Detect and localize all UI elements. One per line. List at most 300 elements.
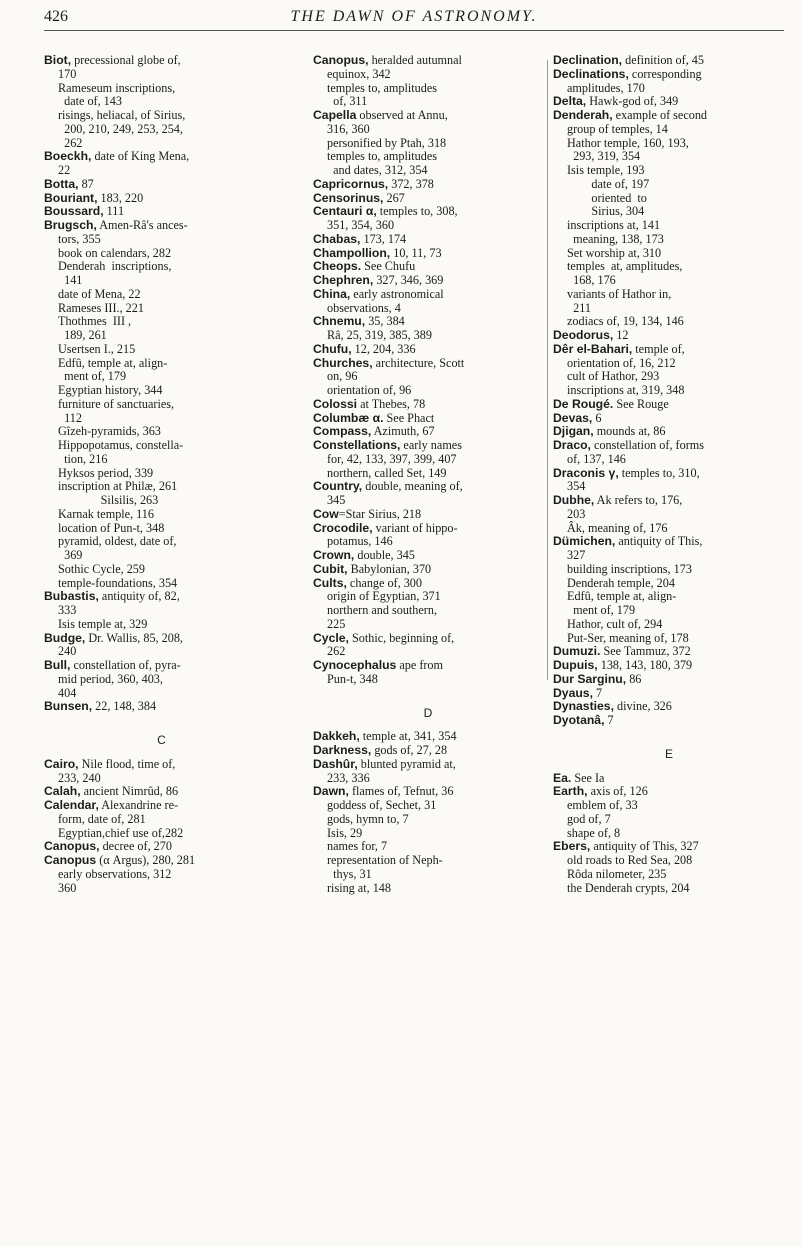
entry-headword: Dur Sarginu, [553, 671, 627, 686]
subentry-line: 189, 261 [58, 328, 107, 342]
index-entry [313, 439, 543, 480]
entry-text: temples to, 308, [376, 204, 458, 219]
entry-text: mounds at, 86 [593, 424, 666, 439]
entry-headword: Country, [313, 479, 363, 494]
subentry-line: Isis temple at, 329 [58, 616, 148, 631]
entry-headword: Draco, [553, 438, 591, 452]
entry-text: See Phact [383, 410, 435, 425]
index-subentry [553, 522, 785, 536]
entry-continuation: the Denderah crypts, 204 [567, 880, 690, 895]
subentry-line: Karnak temple, 116 [58, 506, 154, 521]
entry-text: Ak refers to, 176, [594, 493, 683, 507]
entry-continuation: 327 [567, 548, 586, 562]
index-entry [553, 700, 785, 714]
index-subentry [44, 480, 279, 494]
entry-headword: Calendar, [44, 798, 99, 812]
entry-headword: Dakkeh, [313, 729, 360, 744]
entry-continuation: 345 [327, 493, 346, 507]
subentry-line: temple-foundations, 354 [58, 575, 178, 590]
entry-continuation: 333 [58, 603, 77, 617]
entry-text: temple of, [632, 341, 685, 356]
index-subentry [553, 233, 785, 247]
subentry-line: 141 [58, 273, 83, 287]
subentry-line: Edfû, temple at, align- [567, 589, 677, 604]
entry-headword: Dawn, [313, 784, 349, 799]
index-subentry [313, 137, 543, 151]
subentry-line: inscriptions at, 141 [567, 218, 661, 232]
entry-continuation: shape of, 8 [567, 825, 621, 840]
index-entry [313, 178, 543, 192]
index-entry [553, 840, 785, 895]
entry-headword: Draconis γ, [553, 465, 619, 480]
entry-text: ape from [396, 658, 444, 672]
index-entry [313, 205, 543, 233]
entry-headword: Devas, [553, 410, 593, 425]
entry-continuation: northern, called Set, 149 [327, 465, 447, 480]
subentry-line: inscription at Philæ, 261 [58, 479, 178, 494]
subentry-line: 369 [58, 548, 83, 562]
subentry-line: tion, 216 [58, 451, 108, 466]
index-entry [44, 785, 279, 799]
entry-text: 372, 378 [388, 176, 434, 191]
index-entry [553, 687, 785, 701]
entry-continuation: form, date of, 281 [58, 811, 146, 826]
entry-continuation: rising at, 148 [327, 880, 391, 895]
index-subentry [44, 357, 279, 385]
index-subentry [44, 439, 279, 467]
entry-headword: Dupuis, [553, 658, 598, 672]
index-entry [44, 219, 279, 247]
index-entry [313, 480, 543, 508]
index-subentry [553, 590, 785, 618]
entry-continuation: 203 [567, 506, 586, 521]
index-entry [313, 54, 543, 82]
index-entry [553, 714, 785, 728]
entry-continuation: emblem of, 33 [567, 798, 638, 812]
subentry-line: and dates, 312, 354 [327, 163, 428, 177]
entry-continuation: inscriptions at, 319, 348 [567, 383, 685, 397]
entry-continuation: 351, 354, 360 [327, 218, 395, 232]
index-entry [313, 357, 543, 385]
entry-headword: Boussard, [44, 204, 104, 219]
entry-continuation: 170 [58, 66, 77, 81]
index-entry [313, 109, 543, 137]
entry-text: Sothic, beginning of, [348, 630, 455, 645]
entry-text: at Thebes, 78 [357, 396, 426, 411]
entry-headword: Canopus, [313, 53, 369, 67]
index-subentry [313, 82, 543, 110]
index-entry [44, 758, 279, 786]
index-entry [313, 412, 543, 426]
entry-headword: Centauri α, [313, 204, 377, 219]
entry-text: flames of, Tefnut, 36 [348, 784, 454, 799]
entry-headword: Declination, [553, 53, 623, 67]
entry-headword: Dyaus, [553, 685, 593, 700]
entry-continuation: names for, 7 [327, 839, 388, 854]
entry-continuation: thys, 31 [327, 866, 372, 881]
index-subentry [44, 494, 279, 508]
entry-text: 86 [626, 671, 642, 686]
subentry-line: Edfû, temple at, align- [58, 355, 168, 370]
subentry-line: of, 311 [327, 94, 368, 109]
entry-headword: De Rougé. [553, 396, 614, 411]
index-entry [313, 730, 543, 744]
entry-headword: Bubastis, [44, 589, 99, 604]
index-subentry [44, 260, 279, 288]
subentry-line: Denderah inscriptions, [58, 259, 172, 274]
entry-text: precessional globe of, [71, 53, 181, 67]
entry-continuation: Râ, 25, 319, 385, 389 [327, 328, 432, 342]
entry-continuation: 404 [58, 685, 77, 700]
entry-headword: Declinations, [553, 66, 629, 81]
entry-headword: Ea. [553, 770, 572, 785]
entry-headword: Budge, [44, 630, 86, 645]
entry-text: Alexandrine re- [98, 798, 179, 812]
entry-text: variant of hippo- [372, 520, 458, 535]
index-entry [313, 192, 543, 206]
index-entry [44, 178, 279, 192]
index-subentry [553, 577, 785, 591]
index-entry [313, 744, 543, 758]
index-entry [313, 659, 543, 687]
entry-text: corresponding [628, 66, 702, 81]
index-entry [313, 315, 543, 343]
subentry-line: date of, 143 [58, 94, 122, 109]
entry-continuation: group of temples, 14 [567, 121, 668, 136]
entry-continuation: early observations, 312 [58, 866, 172, 881]
entry-text: 10, 11, 73 [390, 245, 442, 260]
index-entry [313, 233, 543, 247]
entry-continuation: 233, 240 [58, 770, 101, 785]
index-column-1 [44, 54, 279, 895]
entry-headword: Cheops. [313, 259, 362, 274]
subentry-line: personified by Ptah, 318 [327, 135, 447, 150]
entry-headword: Capella [313, 108, 357, 122]
index-entry [44, 192, 279, 206]
entry-continuation: old roads to Red Sea, 208 [567, 853, 693, 867]
index-entry [553, 54, 785, 68]
entry-continuation: origin of Egyptian, 371 [327, 589, 441, 604]
index-subentry [44, 827, 279, 841]
entry-headword: Calah, [44, 784, 81, 799]
entry-text: 183, 220 [97, 190, 144, 205]
index-entry [553, 398, 785, 412]
index-subentry [553, 192, 785, 220]
index-subentry [44, 343, 279, 357]
index-entry [313, 549, 543, 563]
entry-continuation: 240 [58, 644, 77, 659]
index-entry [313, 508, 543, 522]
entry-continuation: amplitudes, 170 [567, 80, 645, 95]
entry-text: Azimuth, 67 [371, 424, 435, 439]
index-entry [44, 205, 279, 219]
index-entry [553, 785, 785, 840]
entry-headword: Bouriant, [44, 190, 98, 205]
entry-continuation: 316, 360 [327, 121, 370, 136]
index-subentry [44, 384, 279, 398]
index-entry [553, 343, 785, 398]
subentry-line: 200, 210, 249, 253, 254, [58, 121, 183, 136]
subentry-line: temples at, amplitudes, [567, 259, 683, 274]
entry-text: Amen-Râ's ances- [96, 218, 188, 232]
entry-continuation: for, 42, 133, 397, 399, 407 [327, 451, 457, 466]
index-entry [553, 673, 785, 687]
entry-continuation: observations, 4 [327, 300, 401, 315]
entry-text: 138, 143, 180, 379 [597, 658, 693, 672]
entry-headword: Cubit, [313, 561, 348, 576]
index-entry [313, 260, 543, 274]
index-entry [313, 288, 543, 316]
entry-headword: Cow [313, 506, 339, 521]
index-subentry [44, 522, 279, 536]
index-subentry [553, 247, 785, 261]
index-entry [313, 632, 543, 660]
index-subentry [553, 563, 785, 577]
entry-headword: Earth, [553, 784, 588, 799]
entry-headword: Chabas, [313, 231, 361, 246]
column-divider [547, 60, 548, 680]
entry-continuation: Pun-t, 348 [327, 671, 378, 686]
subentry-line: meaning, 138, 173 [567, 231, 664, 246]
index-entry [313, 758, 543, 786]
entry-text: =Star Sirius, 218 [338, 506, 422, 521]
index-column-3 [553, 54, 785, 895]
entry-headword: Cairo, [44, 756, 79, 771]
entry-headword: Crocodile, [313, 520, 373, 535]
subentry-line: Set worship at, 310 [567, 245, 662, 260]
entry-continuation: goddess of, Sechet, 31 [327, 798, 437, 812]
entry-text: 7 [604, 713, 614, 727]
subentry-line: risings, heliacal, of Sirius, [58, 108, 186, 122]
entry-text: temples to, 310, [618, 465, 700, 480]
entry-text: Babylonian, 370 [347, 561, 432, 576]
subentry-line: Put-Ser, meaning of, 178 [567, 630, 689, 645]
entry-continuation: 233, 336 [327, 770, 370, 785]
entry-continuation: cult of Hathor, 293 [567, 369, 660, 384]
entry-continuation: Isis, 29 [327, 825, 363, 840]
page-number: 426 [44, 8, 68, 25]
entry-headword: Cycle, [313, 630, 349, 645]
entry-continuation: 354 [567, 479, 586, 494]
index-entry [44, 659, 279, 700]
index-subentry [44, 425, 279, 439]
entry-continuation: representation of Neph- [327, 853, 443, 867]
entry-text: See Ia [571, 770, 605, 785]
index-entry [44, 854, 279, 895]
entry-continuation: 262 [327, 644, 346, 659]
entry-text: early astronomical [350, 286, 444, 301]
index-entry [553, 772, 785, 786]
subentry-line: 262 [58, 135, 83, 150]
index-entry [313, 398, 543, 412]
subentry-line: Denderah temple, 204 [567, 575, 675, 590]
entry-text: 327, 346, 369 [373, 273, 444, 287]
entry-headword: Canopus [44, 853, 97, 867]
entry-headword: Chnemu, [313, 314, 366, 329]
subentry-line: Rameseum inscriptions, [58, 80, 176, 95]
running-title: THE DAWN OF ASTRONOMY. [290, 8, 538, 25]
index-entry [553, 659, 785, 673]
index-subentry [44, 288, 279, 302]
index-subentry [313, 384, 543, 398]
entry-text: 35, 384 [365, 314, 405, 329]
index-entry [313, 577, 543, 632]
entry-text: temple at, 341, 354 [359, 729, 457, 744]
index-subentry [44, 467, 279, 481]
subentry-line: book on calendars, 282 [58, 245, 172, 260]
index-subentry [44, 508, 279, 522]
index-entry [553, 467, 785, 495]
entry-text: Hawk-god of, 349 [586, 94, 679, 109]
index-subentry [553, 260, 785, 288]
entry-headword: Dashûr, [313, 756, 358, 771]
entry-headword: Columbæ α. [313, 410, 384, 425]
index-entry [553, 95, 785, 109]
entry-headword: Delta, [553, 94, 587, 109]
entry-headword: Dümichen, [553, 534, 616, 549]
entry-text: axis of, 126 [587, 784, 648, 799]
entry-text: 87 [78, 176, 94, 191]
entry-text: date of King Mena, [91, 149, 190, 164]
index-subentry [553, 178, 785, 192]
index-entry [44, 632, 279, 660]
entry-text: double, meaning of, [362, 479, 463, 494]
entry-text: decree of, 270 [99, 839, 172, 854]
subentry-line: pyramid, oldest, date of, [58, 534, 177, 549]
subentry-line: Hippopotamus, constella- [58, 438, 184, 452]
index-subentry [44, 535, 279, 563]
index-entry [44, 150, 279, 178]
subentry-line: Rameses III., 221 [58, 300, 144, 315]
subentry-line: date of, 197 [567, 176, 650, 191]
index-entry [44, 799, 279, 827]
index-entry [313, 343, 543, 357]
index-entry [553, 439, 785, 467]
entry-text: ancient Nimrûd, 86 [80, 784, 179, 799]
section-letter: E [664, 746, 673, 761]
entry-headword: Colossi [313, 396, 358, 411]
entry-headword: Deodorus, [553, 328, 614, 342]
entry-headword: Denderah, [553, 108, 613, 122]
entry-text: See Tammuz, 372 [600, 644, 691, 659]
entry-continuation: 225 [327, 616, 346, 631]
subentry-line: variants of Hathor in, [567, 286, 672, 301]
subentry-line: building inscriptions, 173 [567, 561, 692, 576]
entry-headword: Ebers, [553, 839, 591, 854]
index-subentry [313, 150, 543, 178]
subentry-line: temples to, amplitudes [327, 149, 438, 164]
section-letter: C [157, 733, 166, 747]
subentry-line: Hyksos period, 339 [58, 465, 154, 480]
entry-text: observed at Annu, [356, 108, 448, 122]
entry-headword: Boeckh, [44, 149, 92, 164]
index-entry [313, 522, 543, 550]
subentry-line: furniture of sanctuaries, [58, 396, 175, 411]
subentry-line: Egyptian,chief use of,282 [58, 825, 184, 840]
subentry-line: Hathor, cult of, 294 [567, 616, 663, 631]
subentry-line: Âk, meaning of, 176 [567, 520, 668, 535]
entry-headword: Darkness, [313, 743, 372, 757]
entry-headword: Chephren, [313, 273, 374, 287]
entry-headword: Censorinus, [313, 190, 384, 205]
entry-continuation: tors, 355 [58, 231, 101, 246]
subentry-line: Usertsen I., 215 [58, 341, 136, 356]
entry-headword: Dêr el-Bahari, [553, 341, 633, 356]
index-entry [313, 274, 543, 288]
entry-text: constellation of, pyra- [70, 658, 181, 672]
entry-headword: Chufu, [313, 341, 352, 356]
entry-continuation: orientation of, 16, 212 [567, 355, 676, 370]
index-entry [313, 425, 543, 439]
index-subentry [44, 315, 279, 343]
entry-text: blunted pyramid at, [357, 756, 456, 771]
subentry-line: 112 [58, 410, 82, 425]
entry-headword: Constellations, [313, 438, 401, 452]
entry-text: 7 [592, 685, 603, 700]
subentry-line: ment of, 179 [567, 603, 636, 617]
entry-headword: Cults, [313, 575, 347, 590]
entry-text: architecture, Scott [372, 355, 465, 370]
entry-text: double, 345 [354, 548, 415, 562]
index-subentry [44, 109, 279, 150]
index-subentry [44, 577, 279, 591]
entry-continuation: gods, hymn to, 7 [327, 811, 409, 826]
subentry-line: zodiacs of, 19, 134, 146 [567, 314, 684, 329]
subentry-line: date of Mena, 22 [58, 286, 141, 301]
entry-headword: Brugsch, [44, 218, 97, 232]
entry-text: heralded autumnal [368, 53, 462, 67]
entry-text: gods of, 27, 28 [371, 743, 448, 757]
index-subentry [553, 219, 785, 233]
subentry-line: Silsilis, 263 [58, 493, 159, 507]
entry-text: 267 [383, 190, 405, 205]
subentry-line: Gîzeh-pyramids, 363 [58, 424, 161, 439]
entry-text: 6 [592, 410, 602, 425]
entry-headword: Dyotanâ, [553, 713, 605, 727]
subentry-line: 168, 176 [567, 273, 616, 287]
entry-text: antiquity of This, 327 [590, 839, 699, 854]
entry-continuation: of, 137, 146 [567, 451, 626, 466]
index-subentry [44, 247, 279, 261]
entry-text: antiquity of, 82, [98, 589, 180, 604]
subentry-line: oriented to [567, 190, 647, 205]
index-entry [553, 645, 785, 659]
entry-continuation: equinox, 342 [327, 66, 391, 81]
entry-headword: Dumuzi. [553, 644, 601, 659]
entry-headword: Churches, [313, 355, 373, 370]
index-entry [313, 563, 543, 577]
entry-continuation: Hathor temple, 160, 193, [567, 135, 689, 150]
entry-text: 12 [613, 328, 629, 342]
entry-text: example of second [612, 108, 708, 122]
entry-text: 111 [103, 204, 125, 219]
index-subentry [553, 632, 785, 646]
entry-continuation: on, 96 [327, 369, 358, 384]
entry-continuation: Rôda nilometer, 235 [567, 866, 667, 881]
entry-text: change of, 300 [346, 575, 422, 590]
entry-headword: Champollion, [313, 245, 391, 260]
entry-headword: Cynocephalus [313, 658, 397, 672]
entry-text: 22, 148, 384 [92, 699, 157, 714]
index-subentry [44, 302, 279, 316]
subentry-line: ment of, 179 [58, 369, 127, 384]
subentry-line: orientation of, 96 [327, 383, 412, 397]
entry-text: Dr. Wallis, 85, 208, [85, 630, 183, 645]
entry-text: early names [400, 438, 462, 452]
subentry-line: Sirius, 304 [567, 204, 645, 219]
entry-continuation: mid period, 360, 403, [58, 671, 163, 686]
entry-headword: Dubhe, [553, 493, 595, 507]
